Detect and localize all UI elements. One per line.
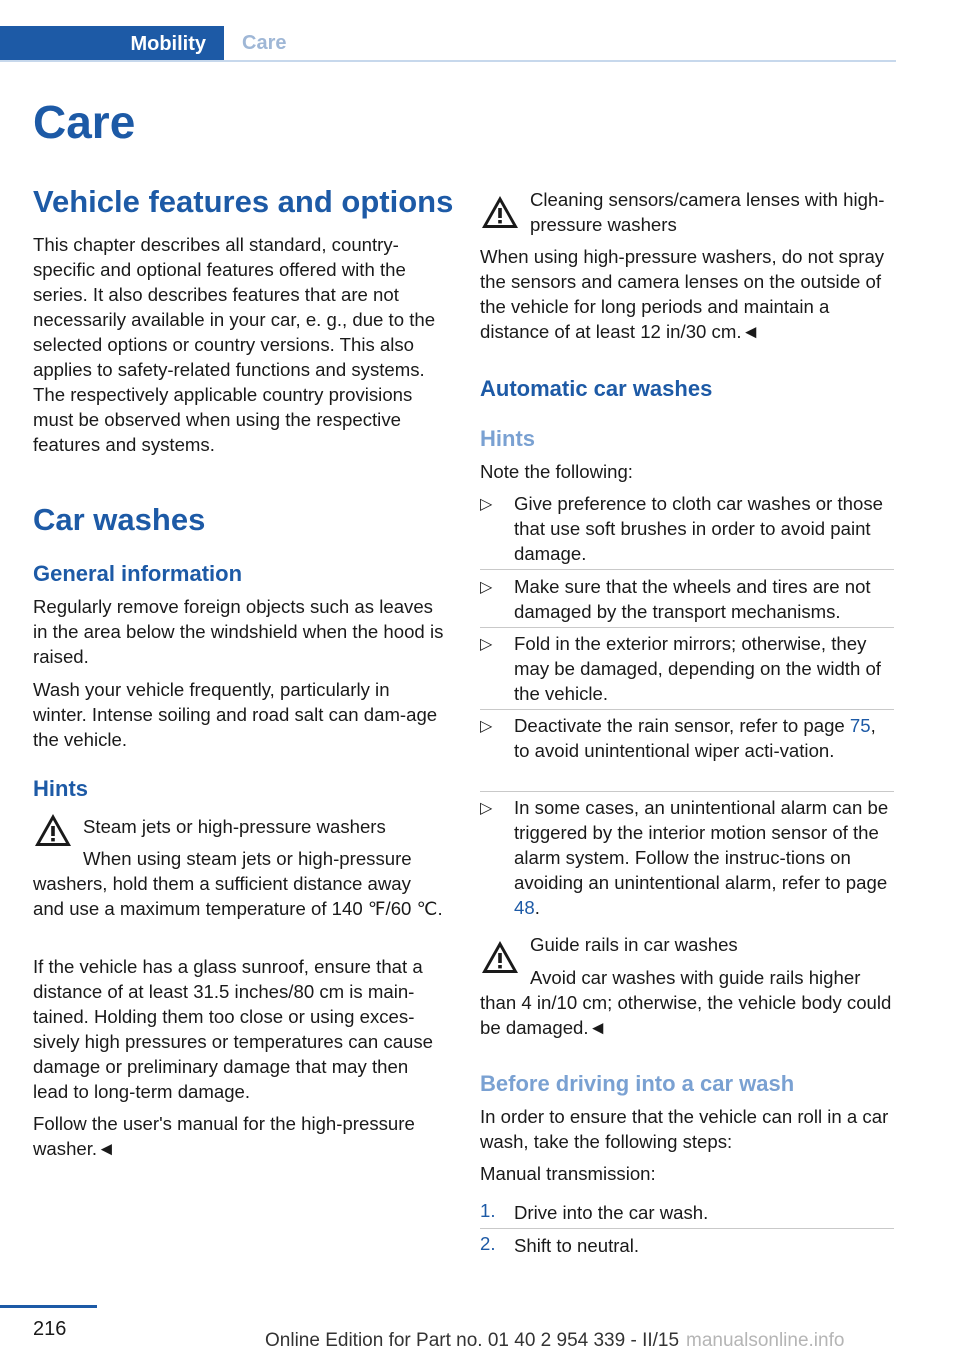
bullet-arrow-icon: ▷	[480, 636, 493, 653]
heading-hints-right: Hints	[480, 426, 535, 451]
list-divider	[480, 791, 894, 792]
step-number: 1.	[480, 1200, 496, 1221]
numbered-step	[480, 1200, 894, 1225]
heading-vehicle-features: Vehicle features and options	[33, 184, 454, 219]
list-divider	[480, 569, 894, 570]
list-divider	[480, 627, 894, 628]
step-text: Drive into the car wash.	[514, 1202, 709, 1223]
list-item-text-part: In some cases, an unintentional alarm can be triggered by the interior motion sensor of the alarm system. Follow the instruc-tions on avoiding an unintentional alarm, refer to page	[514, 797, 889, 893]
warning-paragraph-sensors: When using high-pressure washers, do not spray the sensors and camera lenses on the outside of the vehicle for long periods and maintain a distance of at least 12 in/30 cm.◄	[480, 246, 885, 342]
heading-automatic-car-washes: Automatic car washes	[480, 376, 713, 401]
warning-title-steam-jets: Steam jets or high-pressure washers	[83, 816, 386, 837]
list-item-text-part: , to avoid unintentional wiper acti-vation.	[514, 715, 876, 761]
step-text: Shift to neutral.	[514, 1235, 640, 1256]
step-number: 2.	[480, 1233, 496, 1254]
heading-car-washes: Car washes	[33, 502, 206, 537]
paragraph-general-1: Regularly remove foreign objects such as leaves in the area below the windshield when the hood is raised.	[33, 596, 444, 667]
heading-general-information: General information	[33, 561, 243, 586]
footer-rule	[0, 1305, 97, 1308]
list-item-text: Fold in the exterior mirrors; otherwise, they may be damaged, depending on the width of the vehicle.	[514, 633, 881, 704]
bullet-arrow-icon: ▷	[480, 800, 493, 817]
warning-paragraph-3: Follow the user's manual for the high-pressure washer.◄	[33, 1113, 415, 1159]
page-title: Care	[33, 96, 136, 148]
heading-hints-left: Hints	[33, 776, 88, 801]
tab-care[interactable]: Care	[242, 31, 287, 54]
list-item	[480, 491, 894, 566]
page-link-48[interactable]: 48	[514, 897, 535, 918]
watermark: manualsonline.info	[686, 1330, 845, 1351]
bullet-arrow-icon: ▷	[480, 579, 493, 596]
bullet-arrow-icon: ▷	[480, 718, 493, 735]
numbered-step	[480, 1233, 894, 1258]
page-number: 216	[33, 1318, 67, 1340]
list-item-text: Make sure that the wheels and tires are not damaged by the transport mechanisms.	[514, 576, 871, 622]
warning-paragraph-1: When using steam jets or high-pressure washers, hold them a sufficient distance away and use a maximum temperature of 140 ℉/60 ℃.	[33, 848, 443, 919]
list-item-text	[514, 795, 894, 920]
header-rule	[0, 60, 896, 62]
paragraph-general-2: Wash your vehicle frequently, particularly in winter. Intense soiling and road salt can dam-age the vehicle.	[33, 679, 438, 750]
page-link-75[interactable]: 75	[849, 715, 871, 736]
heading-before-driving: Before driving into a car wash	[480, 1071, 795, 1096]
list-item-text-part: Deactivate the rain sensor, refer to page	[514, 715, 845, 736]
list-divider	[480, 1228, 894, 1229]
list-item-text-part: .	[534, 897, 540, 918]
list-item	[480, 574, 894, 624]
list-divider	[480, 709, 894, 710]
paragraph-before-driving: In order to ensure that the vehicle can roll in a car wash, take the following steps:	[480, 1106, 889, 1152]
list-item	[480, 631, 894, 706]
header-tabs	[0, 26, 896, 62]
paragraph-manual-transmission: Manual transmission:	[480, 1163, 656, 1184]
warning-paragraph-guide-rails: Avoid car washes with guide rails higher than 4 in/10 cm; otherwise, the vehicle body could be damaged.◄	[480, 967, 892, 1038]
tab-mobility[interactable]: Mobility	[0, 26, 224, 62]
warning-title-guide-rails: Guide rails in car washes	[530, 934, 738, 955]
list-item	[480, 795, 894, 920]
paragraph-note: Note the following:	[480, 461, 633, 482]
warning-icon	[480, 194, 520, 230]
bullet-arrow-icon: ▷	[480, 496, 493, 513]
list-item-text: Give preference to cloth car washes or those that use soft brushes in order to avoid paint damage.	[514, 493, 883, 564]
list-item-text	[514, 713, 894, 763]
warning-paragraph-2: If the vehicle has a glass sunroof, ensure that a distance of at least 31.5 inches/80 cm is main-tained. Holding them too close or using exces-sively high pressures or temperatures can cause damage or preliminary damage that may then lead to long-term damage.	[33, 956, 433, 1102]
warning-title-sensors: Cleaning sensors/camera lenses with high-pressure washers	[530, 189, 885, 235]
list-item	[480, 713, 894, 763]
edition-note: Online Edition for Part no. 01 40 2 954 339 - II/15	[265, 1330, 680, 1351]
paragraph-vehicle-features: This chapter describes all standard, country-specific and optional features offered with the series. It also describes features that are not necessarily available in your car, e. g., due to the selected options or country versions. This also applies to safety-related functions and systems. The respectively applicable country provisions must be observed when using the respective features and systems.	[33, 234, 436, 455]
warning-icon	[33, 812, 73, 848]
